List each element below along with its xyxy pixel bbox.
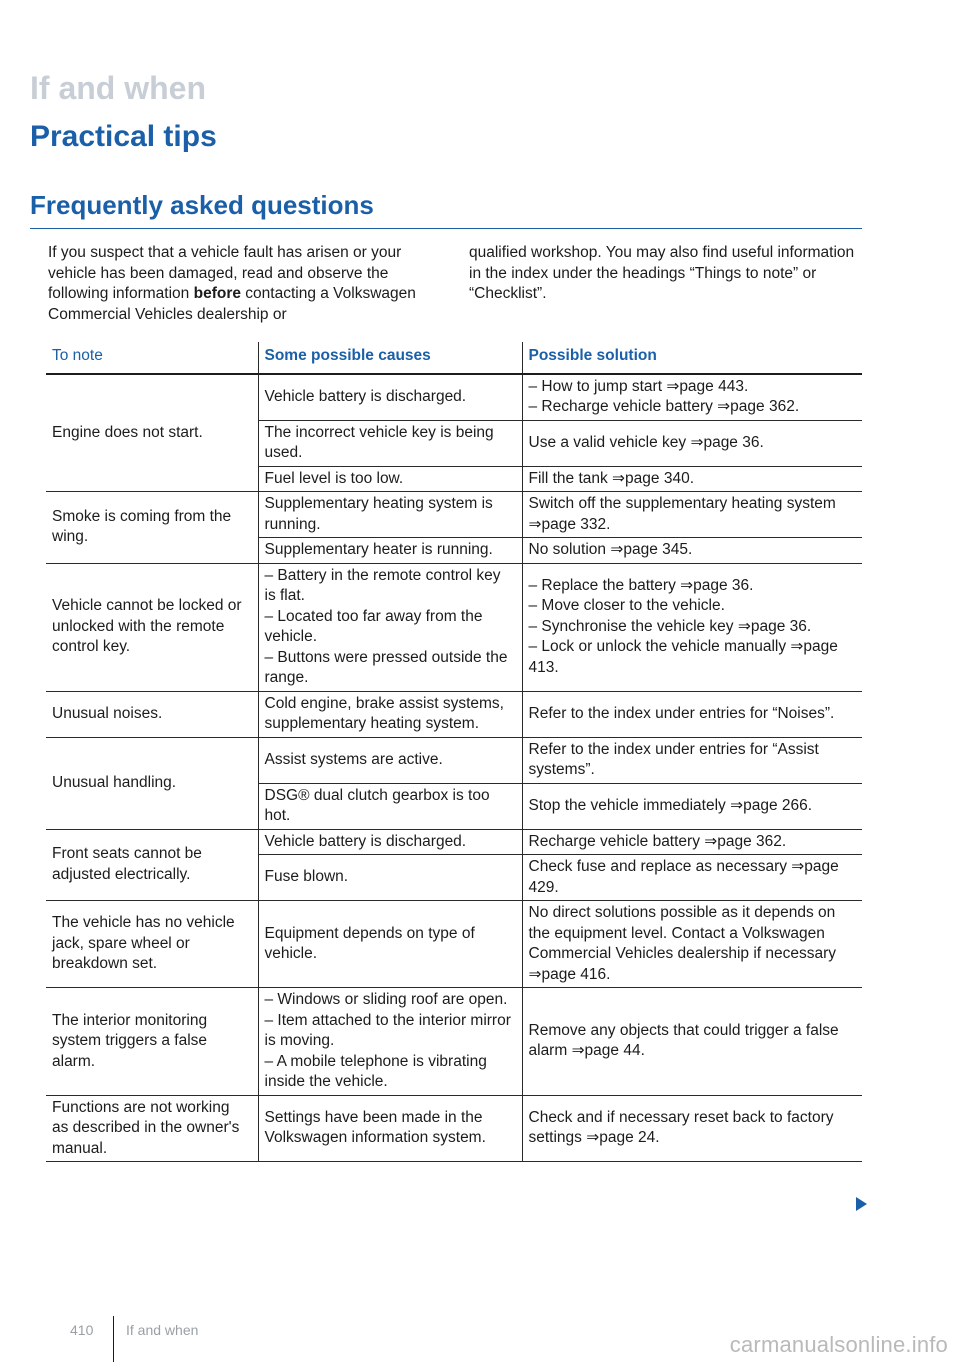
- intro-text: [48, 243, 860, 325]
- cause-cell: [258, 420, 522, 466]
- solution-cell: [522, 783, 862, 829]
- note-cell: The vehicle has no vehicle jack, spare wheel or breakdown set.: [46, 901, 258, 988]
- solution-cell: [522, 901, 862, 988]
- solution-line: Remove any objects that could trigger a false alarm ⇒page 44.: [528, 1021, 839, 1060]
- solution-line: – Lock or unlock the vehicle manually ⇒page 413.: [528, 638, 838, 676]
- page-number: 410: [70, 1322, 94, 1338]
- note-cell: Unusual handling.: [46, 737, 258, 829]
- cause-line: The incorrect vehicle key is being used.: [264, 423, 494, 461]
- solution-cell: [522, 737, 862, 783]
- intro-column-2: qualified workshop. You may also find useful information in the index under the headings “Things to note” or “Checklist”.: [469, 244, 855, 302]
- cause-line: Fuel level is too low.: [264, 469, 404, 487]
- solution-cell: [522, 466, 862, 492]
- solution-cell: [522, 492, 862, 538]
- faq-table-body: [46, 374, 862, 1162]
- solution-line: Stop the vehicle immediately ⇒page 266.: [528, 796, 813, 814]
- header-solution: Possible solution: [522, 342, 862, 374]
- note-cell: Vehicle cannot be locked or unlocked with the remote control key.: [46, 563, 258, 691]
- cause-line: Vehicle battery is discharged.: [264, 832, 467, 850]
- intro-column-1: If you suspect that a vehicle fault has arisen or your vehicle has been damaged, read and observe the following information before contacting a Volkswagen Commercial Vehicles dealership or: [48, 244, 416, 323]
- triangle-right-icon: [856, 1197, 867, 1211]
- note-cell: Unusual noises.: [46, 691, 258, 737]
- cause-cell: [258, 829, 522, 855]
- table-row: [46, 901, 862, 988]
- cause-line: – Battery in the remote control key is flat.: [264, 566, 501, 604]
- solution-line: Recharge vehicle battery ⇒page 362.: [528, 832, 787, 850]
- note-cell: Functions are not working as described in the owner's manual.: [46, 1095, 258, 1162]
- cause-line: Supplementary heating system is running.: [264, 495, 493, 533]
- solution-cell: [522, 374, 862, 421]
- solution-line: Refer to the index under entries for “Assist systems”.: [528, 740, 819, 778]
- solution-line: – Replace the battery ⇒page 36.: [528, 576, 754, 594]
- table-row: [46, 691, 862, 737]
- footer-divider: [113, 1316, 114, 1362]
- cause-cell: [258, 737, 522, 783]
- cause-cell: [258, 988, 522, 1096]
- cause-cell: [258, 783, 522, 829]
- cause-cell: [258, 492, 522, 538]
- cause-line: – Windows or sliding roof are open.: [264, 991, 508, 1008]
- cause-cell: [258, 855, 522, 901]
- cause-cell: [258, 538, 522, 564]
- table-row: [46, 988, 862, 1096]
- solution-cell: [522, 988, 862, 1096]
- cause-cell: [258, 374, 522, 421]
- intro-emphasis: before: [193, 285, 241, 302]
- cause-cell: [258, 466, 522, 492]
- table-row: [46, 737, 862, 783]
- solution-line: – Recharge vehicle battery ⇒page 362.: [528, 398, 800, 415]
- note-cell: Engine does not start.: [46, 374, 258, 492]
- cause-line: Supplementary heater is running.: [264, 541, 493, 558]
- table-row: [46, 1095, 862, 1162]
- solution-line: Refer to the index under entries for “Noises”.: [528, 704, 835, 722]
- watermark: carmanualsonline.info: [729, 1332, 948, 1357]
- solution-line: Switch off the supplementary heating system ⇒page 332.: [528, 495, 836, 533]
- header-to-note: To note: [46, 342, 258, 374]
- cause-line: Equipment depends on type of vehicle.: [264, 924, 475, 962]
- chapter-title: If and when: [30, 70, 206, 106]
- table-row: [46, 563, 862, 691]
- heading-rule: [30, 228, 862, 229]
- cause-line: Cold engine, brake assist systems, supplementary heating system.: [264, 694, 504, 732]
- cause-cell: [258, 691, 522, 737]
- cause-line: Vehicle battery is discharged.: [264, 387, 467, 405]
- solution-line: Check fuse and replace as necessary ⇒page 429.: [528, 858, 839, 896]
- solution-line: – Move closer to the vehicle.: [528, 597, 725, 615]
- table-row: [46, 374, 862, 421]
- note-cell: The interior monitoring system triggers a false alarm.: [46, 988, 258, 1096]
- table-row: [46, 829, 862, 855]
- cause-line: – Buttons were pressed outside the range.: [264, 648, 508, 686]
- faq-table: [46, 342, 862, 1162]
- table-row: [46, 492, 862, 538]
- cause-line: – Item attached to the interior mirror is moving.: [264, 1011, 511, 1049]
- solution-cell: [522, 691, 862, 737]
- cause-line: Fuse blown.: [264, 868, 349, 886]
- section-title: Practical tips: [30, 120, 217, 153]
- solution-line: No solution ⇒page 345.: [528, 541, 693, 558]
- solution-line: Use a valid vehicle key ⇒page 36.: [528, 433, 764, 451]
- cause-cell: [258, 1095, 522, 1162]
- cause-cell: [258, 901, 522, 988]
- solution-cell: [522, 829, 862, 855]
- header-causes: Some possible causes: [258, 342, 522, 374]
- solution-line: Check and if necessary reset back to factory settings ⇒page 24.: [528, 1108, 834, 1147]
- note-cell: Smoke is coming from the wing.: [46, 492, 258, 564]
- cause-line: – Located too far away from the vehicle.: [264, 607, 483, 645]
- cause-line: – A mobile telephone is vibrating inside the vehicle.: [264, 1052, 487, 1090]
- solution-line: – How to jump start ⇒page 443.: [528, 377, 749, 395]
- solution-line: No direct solutions possible as it depends on the equipment level. Contact a Volkswagen Commercial Vehicles dealership if necessary ⇒page 416.: [528, 904, 837, 983]
- solution-cell: [522, 1095, 862, 1162]
- solution-cell: [522, 855, 862, 901]
- cause-line: DSG® dual clutch gearbox is too hot.: [264, 786, 490, 824]
- faq-heading: Frequently asked questions: [30, 190, 374, 220]
- solution-cell: [522, 420, 862, 466]
- note-cell: Front seats cannot be adjusted electrically.: [46, 829, 258, 901]
- table-header-row: [46, 342, 862, 374]
- solution-cell: [522, 563, 862, 691]
- solution-line: Fill the tank ⇒page 340.: [528, 469, 695, 487]
- cause-line: Settings have been made in the Volkswagen information system.: [264, 1108, 486, 1147]
- cause-line: Assist systems are active.: [264, 750, 443, 768]
- solution-cell: [522, 538, 862, 564]
- footer-chapter-title: If and when: [126, 1322, 199, 1338]
- solution-line: – Synchronise the vehicle key ⇒page 36.: [528, 617, 812, 635]
- cause-cell: [258, 563, 522, 691]
